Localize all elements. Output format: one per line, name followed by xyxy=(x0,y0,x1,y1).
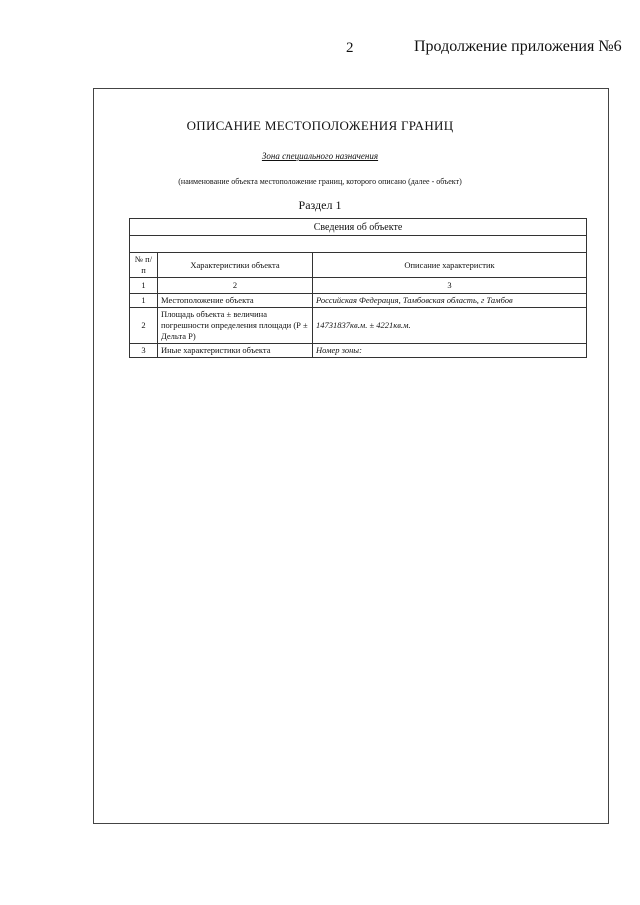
row-description: Номер зоны: xyxy=(313,344,587,358)
table-caption: Сведения об объекте xyxy=(130,219,587,236)
row-description: Российская Федерация, Тамбовская область, г Тамбов xyxy=(313,294,587,308)
row-num: 1 xyxy=(130,294,158,308)
header-description: Описание характеристик xyxy=(313,253,587,278)
table-spacer-row xyxy=(130,236,587,253)
column-number: 2 xyxy=(158,278,313,294)
table-row xyxy=(130,344,587,358)
document-title: ОПИСАНИЕ МЕСТОПОЛОЖЕНИЯ ГРАНИЦ xyxy=(186,118,454,133)
row-characteristic: Иные характеристики объекта xyxy=(158,344,313,358)
appendix-label: Продолжение приложения №6 xyxy=(414,38,622,55)
row-characteristic: Площадь объекта ± величина погрешности определения площади (Р ± Дельта Р) xyxy=(158,308,313,344)
page-number: 2 xyxy=(346,40,354,56)
row-characteristic: Местоположение объекта xyxy=(158,294,313,308)
table-row xyxy=(130,294,587,308)
row-description: 14731837кв.м. ± 4221кв.м. xyxy=(313,308,587,344)
header-characteristic: Характеристики объекта xyxy=(158,253,313,278)
zone-caption: (наименование объекта местоположение границ, которого описано (далее - объект) xyxy=(178,177,462,186)
object-info-table xyxy=(129,218,587,358)
table-caption-row xyxy=(130,219,587,236)
table-header-row xyxy=(130,253,587,278)
table-spacer xyxy=(130,236,587,253)
row-num: 2 xyxy=(130,308,158,344)
row-num: 3 xyxy=(130,344,158,358)
header-num: № п/п xyxy=(130,253,158,278)
section-title: Раздел 1 xyxy=(298,198,342,212)
table-row xyxy=(130,308,587,344)
zone-name: Зона специального назначения xyxy=(261,151,379,161)
column-number: 3 xyxy=(313,278,587,294)
column-number: 1 xyxy=(130,278,158,294)
table-column-numbers-row xyxy=(130,278,587,294)
